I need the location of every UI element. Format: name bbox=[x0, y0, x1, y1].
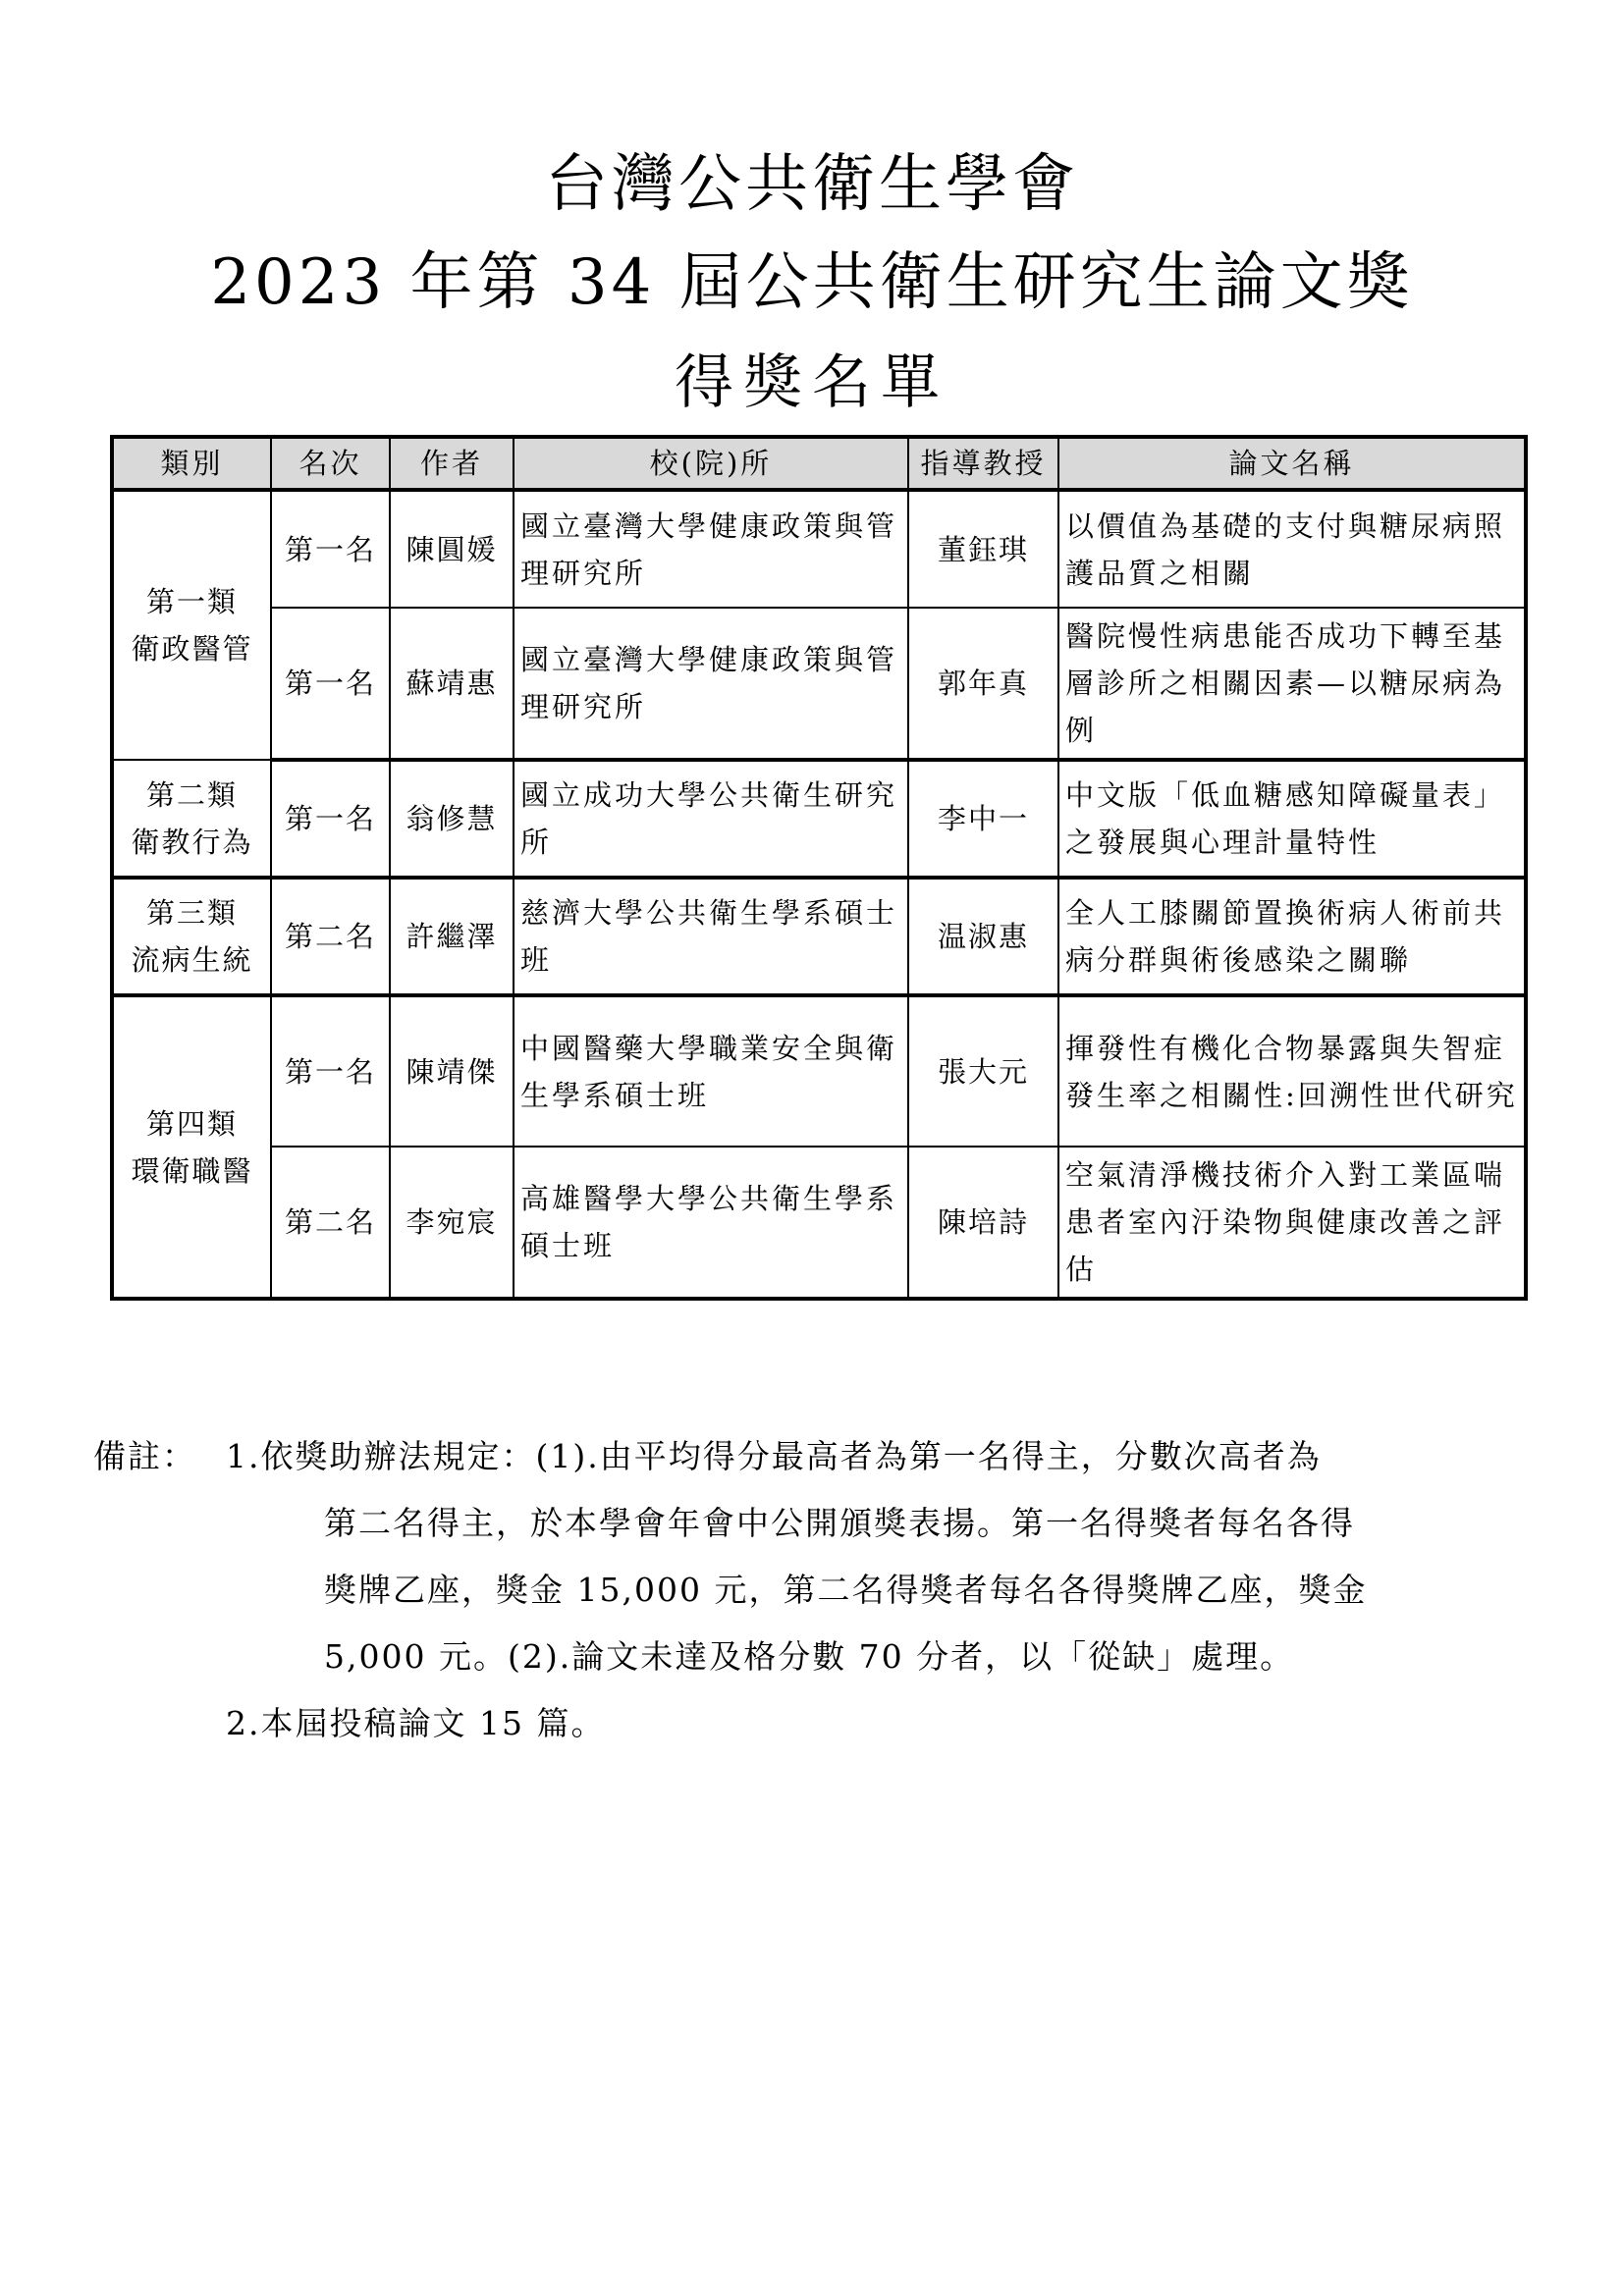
organization-title: 台灣公共衛生學會 bbox=[545, 148, 1079, 221]
advisor-cell: 董鈺琪 bbox=[908, 490, 1058, 608]
author-cell: 陳圓媛 bbox=[390, 490, 514, 608]
category-name: 衛教行為 bbox=[131, 825, 253, 859]
category-number: 第二類 bbox=[145, 777, 238, 812]
winners-table bbox=[110, 435, 1528, 1301]
column-header-author: 作者 bbox=[390, 437, 514, 490]
remark-line: 第二名得主，於本學會年會中公開頒獎表揚。第一名得獎者每名各得 bbox=[324, 1504, 1355, 1542]
author-cell: 許繼澤 bbox=[390, 878, 514, 995]
author-cell: 李宛宸 bbox=[390, 1147, 514, 1299]
school-cell: 國立臺灣大學健康政策與管理研究所 bbox=[514, 490, 908, 608]
category-cell bbox=[112, 878, 271, 995]
table-header-row bbox=[112, 437, 1526, 490]
advisor-cell: 陳培詩 bbox=[908, 1147, 1058, 1299]
category-number: 第三類 bbox=[145, 896, 238, 930]
advisor-cell: 郭年真 bbox=[908, 608, 1058, 760]
thesis-title-cell: 全人工膝關節置換術病人術前共病分群與術後感染之關聯 bbox=[1058, 878, 1526, 995]
column-header-category: 類別 bbox=[112, 437, 271, 490]
school-cell: 國立臺灣大學健康政策與管理研究所 bbox=[514, 608, 908, 760]
category-name: 衛政醫管 bbox=[131, 632, 253, 666]
rank-cell: 第一名 bbox=[271, 995, 390, 1147]
table-row bbox=[112, 490, 1526, 608]
school-cell: 中國醫藥大學職業安全與衛生學系碩士班 bbox=[514, 995, 908, 1147]
rank-cell: 第二名 bbox=[271, 878, 390, 995]
school-cell: 高雄醫學大學公共衛生學系碩士班 bbox=[514, 1147, 908, 1299]
award-title: 2023 年第 34 屆公共衛生研究生論文獎 bbox=[210, 246, 1414, 319]
table-row bbox=[112, 760, 1526, 878]
thesis-title-cell: 空氣清淨機技術介入對工業區喘患者室內汙染物與健康改善之評估 bbox=[1058, 1147, 1526, 1299]
remark-line: 獎牌乙座，獎金 15,000 元，第二名得獎者每名各得獎牌乙座，獎金 bbox=[324, 1571, 1368, 1609]
column-header-rank: 名次 bbox=[271, 437, 390, 490]
rank-cell: 第一名 bbox=[271, 490, 390, 608]
rank-cell: 第一名 bbox=[271, 760, 390, 878]
table-row bbox=[112, 608, 1526, 760]
advisor-cell: 李中一 bbox=[908, 760, 1058, 878]
author-cell: 翁修慧 bbox=[390, 760, 514, 878]
category-cell bbox=[112, 760, 271, 878]
column-header-thesis: 論文名稱 bbox=[1058, 437, 1526, 490]
author-cell: 蘇靖惠 bbox=[390, 608, 514, 760]
winner-list-title: 得獎名單 bbox=[675, 348, 949, 417]
thesis-title-cell: 醫院慢性病患能否成功下轉至基層診所之相關因素—以糖尿病為例 bbox=[1058, 608, 1526, 760]
table-row bbox=[112, 1147, 1526, 1299]
category-number: 第一類 bbox=[145, 585, 238, 618]
thesis-title-cell: 中文版「低血糖感知障礙量表」之發展與心理計量特性 bbox=[1058, 760, 1526, 878]
remark-line: 5,000 元。(2).論文未達及格分數 70 分者，以「從缺」處理。 bbox=[324, 1637, 1295, 1676]
author-cell: 陳靖傑 bbox=[390, 995, 514, 1147]
rank-cell: 第二名 bbox=[271, 1147, 390, 1299]
category-cell bbox=[112, 490, 271, 760]
rank-cell: 第一名 bbox=[271, 608, 390, 760]
category-name: 環衛職醫 bbox=[131, 1153, 253, 1188]
school-cell: 國立成功大學公共衛生研究所 bbox=[514, 760, 908, 878]
school-cell: 慈濟大學公共衛生學系碩士班 bbox=[514, 878, 908, 995]
column-header-advisor: 指導教授 bbox=[908, 437, 1058, 490]
category-name: 流病生統 bbox=[131, 943, 253, 977]
thesis-title-cell: 以價值為基礎的支付與糖尿病照護品質之相關 bbox=[1058, 490, 1526, 608]
remarks-label: 備註： bbox=[93, 1437, 196, 1475]
category-number: 第四類 bbox=[145, 1106, 238, 1141]
advisor-cell: 張大元 bbox=[908, 995, 1058, 1147]
thesis-title-cell: 揮發性有機化合物暴露與失智症發生率之相關性:回溯性世代研究 bbox=[1058, 995, 1526, 1147]
remark-line: 1.依獎助辦法規定：(1).由平均得分最高者為第一名得主，分數次高者為 bbox=[226, 1437, 1322, 1475]
table-row bbox=[112, 995, 1526, 1147]
table-row bbox=[112, 878, 1526, 995]
remark-line: 2.本屆投稿論文 15 篇。 bbox=[226, 1704, 606, 1742]
column-header-school: 校(院)所 bbox=[514, 437, 908, 490]
advisor-cell: 温淑惠 bbox=[908, 878, 1058, 995]
category-cell bbox=[112, 995, 271, 1299]
